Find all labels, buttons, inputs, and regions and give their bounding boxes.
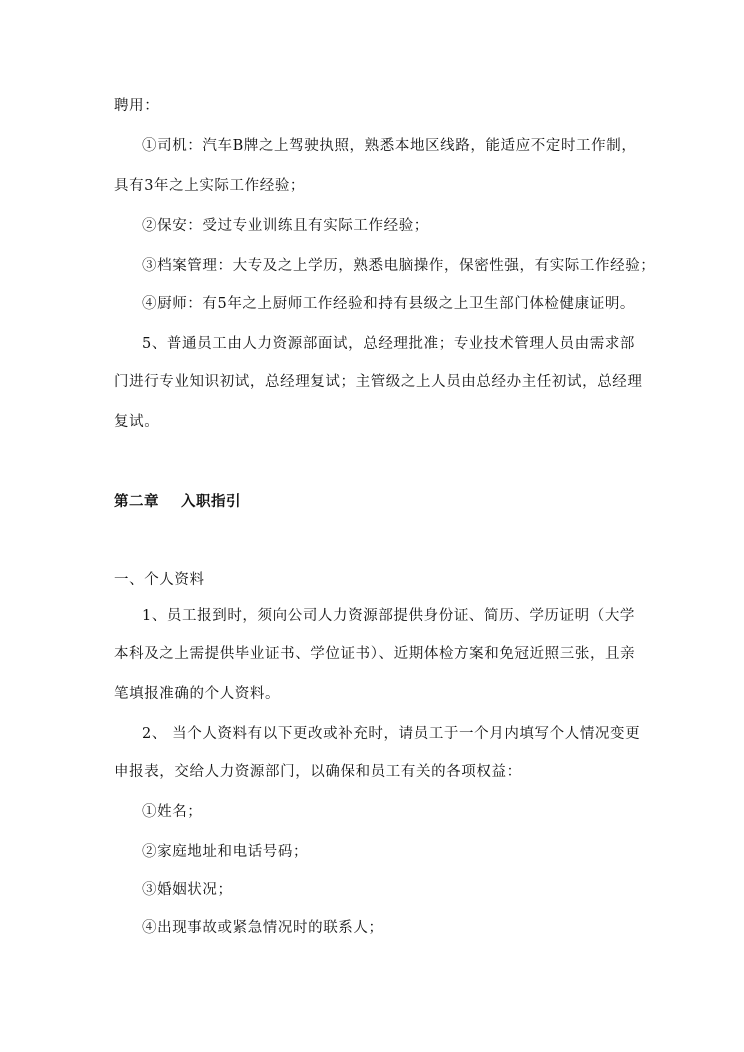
list-item-name: ①姓名； (142, 804, 203, 820)
item5-line-1: 5、普通员工由人力资源部面试，总经理批准；专业技术管理人员由需求部 (142, 336, 636, 352)
item1-line-3: 笔填报准确的个人资料。 (114, 686, 281, 702)
item1-line-1: 1、员工报到时，须向公司人力资源部提供身份证、简历、学历证明（大学 (142, 608, 636, 624)
item5-line-3: 复试。 (114, 414, 160, 430)
chapter-title: 入职指引 (181, 494, 241, 510)
driver-requirement-line-2: 具有3年之上实际工作经验； (114, 178, 306, 194)
item2-line-2: 申报表，交给人力资源部门，以确保和员工有关的各项权益： (114, 764, 522, 780)
section-title: 一、个人资料 (114, 572, 205, 588)
archive-requirement: ③档案管理：大专及之上学历，熟悉电脑操作，保密性强，有实际工作经验； (142, 258, 656, 274)
list-item-marital-status: ③婚姻状况； (142, 882, 233, 898)
list-item-address-phone: ②家庭地址和电话号码； (142, 844, 309, 860)
hire-label: 聘用： (114, 98, 160, 114)
chapter-heading (114, 492, 241, 512)
item1-line-2: 本科及之上需提供毕业证书、学位证书）、近期体检方案和免冠近照三张，且亲 (114, 646, 636, 662)
security-requirement: ②保安：受过专业训练且有实际工作经验； (142, 218, 429, 234)
driver-requirement-line-1: ①司机：汽车B牌之上驾驶执照，熟悉本地区线路，能适应不定时工作制， (142, 138, 637, 154)
item5-line-2: 门进行专业知识初试，总经理复试；主管级之上人员由总经办主任初试，总经理 (114, 374, 643, 390)
chef-requirement: ④厨师：有5年之上厨师工作经验和持有县级之上卫生部门体检健康证明。 (142, 296, 636, 312)
list-item-emergency-contact: ④出现事故或紧急情况时的联系人； (142, 920, 384, 936)
item2-line-1: 2、 当个人资料有以下更改或补充时，请员工于一个月内填写个人情况变更 (142, 726, 641, 742)
chapter-number: 第二章 (114, 494, 159, 510)
